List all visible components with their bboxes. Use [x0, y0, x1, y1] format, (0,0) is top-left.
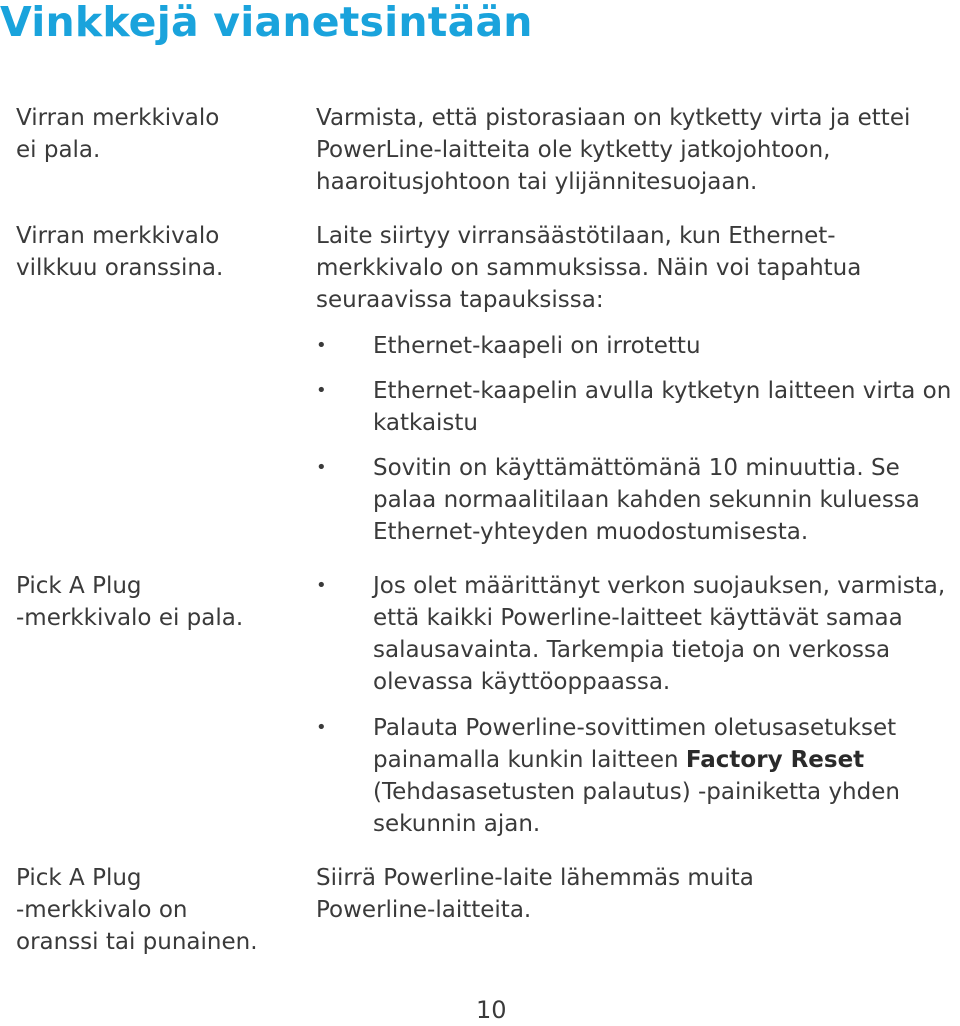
bullet-text [373, 712, 958, 840]
bullet-icon: • [316, 457, 327, 478]
bullet-text: Ethernet-kaapelin avulla kytketyn laitteen virta on katkaistu [373, 378, 952, 436]
bullet-text: Jos olet määrittänyt verkon suojauksen, varmista, että kaikki Powerline-laitteet käyttävät samaa salausavainta. Tarkempia tietoja on verkossa olevassa käyttöoppaassa. [373, 573, 946, 695]
symptom-label-line: ei pala. [16, 137, 101, 163]
symptom-pick-a-plug-orange-red [16, 862, 276, 958]
symptom-label-line: Pick A Plug [16, 865, 142, 891]
bullet-icon: • [316, 575, 327, 596]
symptom-label-line: vilkkuu oranssina. [16, 255, 224, 281]
bullet-icon: • [316, 335, 327, 356]
bullet-text-part: Palauta Powerline-sovittimen oletusasetukset painamalla kunkin laitteen [373, 715, 897, 773]
page-number: 10 [476, 996, 507, 1024]
symptom-label-line: oranssi tai punainen. [16, 929, 258, 955]
solution-power-led-blinking [316, 220, 956, 316]
solution-text-line: Laite siirtyy virransäästötilaan, kun Ethernet- [316, 223, 836, 249]
symptom-power-led-blinking [16, 220, 276, 284]
bullet-text-part: (Tehdasasetusten palautus) -painiketta yhden sekunnin ajan. [373, 779, 900, 837]
symptom-label-line: Virran merkkivalo [16, 223, 220, 249]
solution-power-led-off: Varmista, että pistorasiaan on kytketty virta ja ettei PowerLine-laitteita ole kytketty jatkojohtoon, haaroitusjohtoon tai ylijännitesuojaan. [316, 105, 911, 195]
symptom-label-line: -merkkivalo on [16, 897, 188, 923]
bullet-icon: • [316, 380, 327, 401]
solution-text-line: seuraavissa tapauksissa: [316, 287, 604, 313]
solution-pick-a-plug-orange-red: Siirrä Powerline-laite lähemmäs muita Powerline-laitteita. [316, 865, 754, 923]
symptom-pick-a-plug-off [16, 570, 276, 634]
factory-reset-button-name: Factory Reset [685, 747, 865, 773]
bullet-icon: • [316, 717, 327, 738]
symptom-label-line: Virran merkkivalo [16, 105, 220, 131]
solution-text-line: merkkivalo on sammuksissa. Näin voi tapahtua [316, 255, 862, 281]
symptom-label-line: Pick A Plug [16, 573, 142, 599]
symptom-label-line: -merkkivalo ei pala. [16, 605, 244, 631]
bullet-text: Ethernet-kaapeli on irrotettu [373, 333, 701, 359]
bullet-text: Sovitin on käyttämättömänä 10 minuuttia. Se palaa normaalitilaan kahden sekunnin kuluessa Ethernet-yhteyden muodostumisesta. [373, 455, 920, 545]
symptom-power-led-off [16, 102, 276, 166]
page-title: Vinkkejä vianetsintään [0, 0, 533, 46]
